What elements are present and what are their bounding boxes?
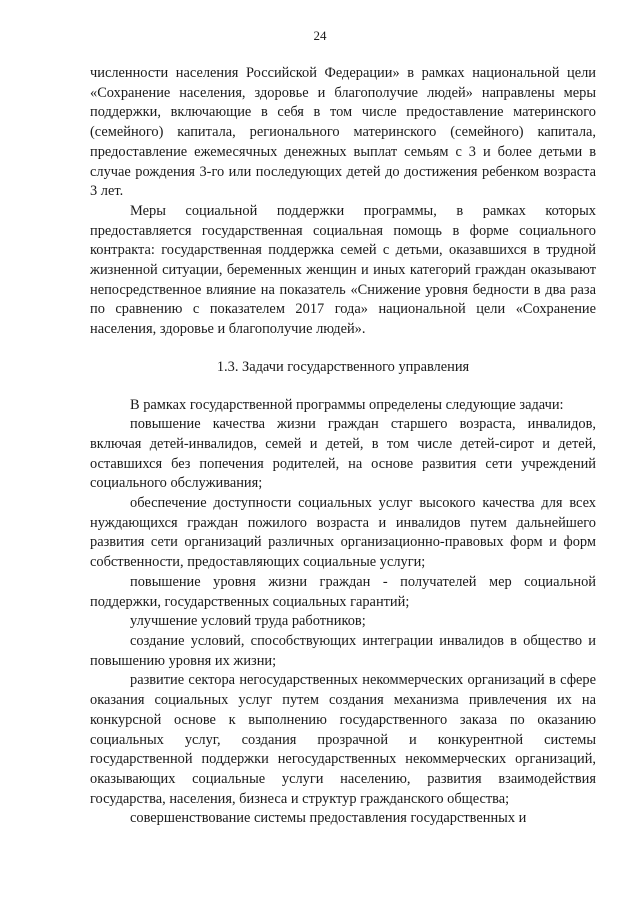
task-item: улучшение условий труда работников; <box>130 613 366 630</box>
paragraph: Меры социальной поддержки программы, в рамках которых предоставляется государственная социальная помощь в форме социального контракта: государственная поддержка семей с детьми, оказавшихся в трудной жизненной ситуации, беременных женщин и иных категорий граждан оказывают непосредственное влияние на показатель «Снижение уровня бедности в два раза по сравнению с показателем 2017 года» национальной цели «Сохранение населения, здоровье и благополучие людей». <box>90 202 596 338</box>
task-item: создание условий, способствующих интеграции инвалидов в общество и повышению уровня их жизни; <box>90 632 596 669</box>
paragraph: В рамках государственной программы определены следующие задачи: <box>130 396 564 413</box>
task-item: повышение качества жизни граждан старшего возраста, инвалидов, включая детей-инвалидов, семей и детей, в том числе детей-сирот и детей, оставшихся без попечения родителей, на основе развития сети учреждений социального обслуживания; <box>90 416 596 492</box>
task-item: развитие сектора негосударственных некоммерческих организаций в сфере оказания социальных услуг путем создания механизма привлечения их на конкурсной основе к выполнению государственного заказа по оказанию социальных услуг, создания прозрачной и конкурентной системы государственной поддержки негосударственных некоммерческих организаций, оказывающих социальные услуги населению, развития взаимодействия государства, населения, бизнеса и структур гражданского общества; <box>90 672 596 807</box>
task-item: повышение уровня жизни граждан - получателей мер социальной поддержки, государственных социальных гарантий; <box>90 573 596 610</box>
task-item: обеспечение доступности социальных услуг высокого качества для всех нуждающихся граждан пожилого возраста и инвалидов путем дальнейшего развития сети организаций различных организационно-правовых форм и форм собственности, предоставляющих социальные услуги; <box>90 495 596 571</box>
page-number: 24 <box>313 28 327 43</box>
task-item: совершенствование системы предоставления государственных и <box>130 810 527 827</box>
section-heading: 1.3. Задачи государственного управления <box>216 358 470 375</box>
paragraph: численности населения Российской Федерации» в рамках национальной цели «Сохранение населения, здоровье и благополучие людей» направлены меры поддержки, включающие в себя в том числе предоставление материнского (семейного) капитала, регионального материнского (семейного) капитала, предоставление ежемесячных денежных выплат семьям с 3 и более детьми в случае рождения 3-го или последующих детей до достижения ребенком возраста 3 лет. <box>90 65 596 200</box>
document-body <box>90 64 596 829</box>
